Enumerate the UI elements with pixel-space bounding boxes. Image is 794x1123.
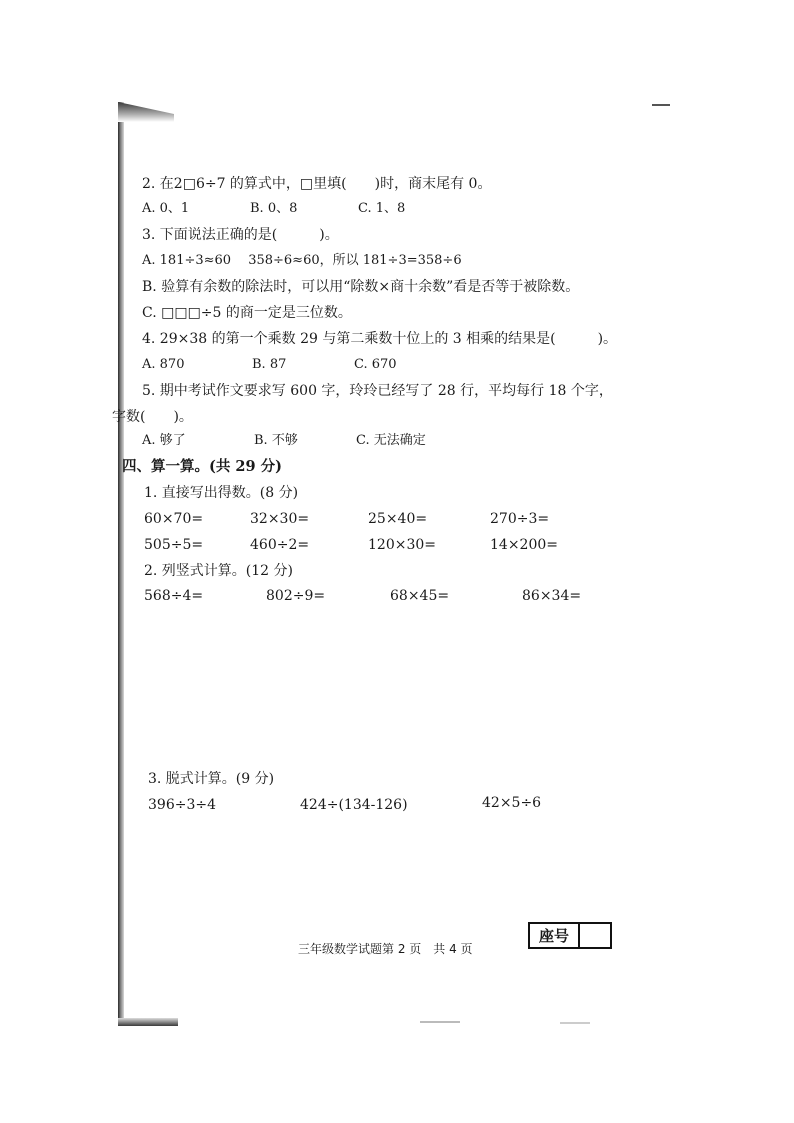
step-calc-item: 424÷(134-126)	[300, 797, 408, 813]
scan-edge-left	[118, 102, 124, 1024]
scan-mark	[560, 1022, 590, 1024]
seat-number-box	[528, 922, 612, 949]
seat-number-blank	[580, 924, 610, 947]
part-1-title: 1. 直接写出得数。(8 分)	[144, 485, 299, 501]
scan-edge-top	[118, 102, 174, 122]
question-3-stem: 3. 下面说法正确的是( )。	[142, 227, 339, 243]
mental-math-item: 505÷5=	[144, 537, 204, 553]
question-2-option-c: C. 1、8	[358, 201, 406, 216]
mental-math-item: 460÷2=	[250, 537, 310, 553]
vertical-calc-item: 568÷4=	[144, 588, 204, 604]
question-4-option-b: B. 87	[252, 357, 287, 372]
page-info: 三年级数学试题第 2 页 共 4 页	[298, 942, 473, 956]
section-4-title: 四、算一算。(共 29 分)	[122, 458, 282, 475]
question-3-option-a: A. 181÷3≈60 358÷6≈60，所以 181÷3=358÷6	[142, 253, 462, 268]
scan-mark	[652, 104, 670, 106]
question-5-option-b: B. 不够	[254, 433, 298, 448]
question-5-stem: 5. 期中考试作文要求写 600 字，玲玲已经写了 28 行，平均每行 18 个字，	[142, 383, 613, 399]
question-4-stem: 4. 29×38 的第一个乘数 29 与第二乘数十位上的 3 相乘的结果是( )。	[142, 331, 618, 347]
step-calc-item: 396÷3÷4	[148, 797, 216, 813]
mental-math-item: 60×70=	[144, 511, 204, 527]
vertical-calc-item: 86×34=	[522, 588, 582, 604]
question-4-option-a: A. 870	[142, 357, 185, 372]
question-3-option-c: C. □□□÷5 的商一定是三位数。	[142, 305, 352, 321]
step-calc-item: 42×5÷6	[482, 795, 542, 811]
question-2-option-b: B. 0、8	[250, 201, 298, 216]
question-5-option-a: A. 够了	[142, 433, 186, 448]
vertical-calc-item: 68×45=	[390, 588, 450, 604]
question-2-option-a: A. 0、1	[142, 201, 190, 216]
scan-mark	[420, 1021, 460, 1023]
part-2-title: 2. 列竖式计算。(12 分)	[144, 563, 293, 579]
question-5-stem-continued: 字数( )。	[112, 409, 193, 425]
mental-math-item: 270÷3=	[490, 511, 550, 527]
question-5-option-c: C. 无法确定	[356, 433, 426, 448]
mental-math-item: 25×40=	[368, 511, 428, 527]
vertical-calc-item: 802÷9=	[266, 588, 326, 604]
mental-math-item: 32×30=	[250, 511, 310, 527]
part-3-title: 3. 脱式计算。(9 分)	[148, 771, 275, 787]
mental-math-item: 120×30=	[368, 537, 436, 553]
question-2-stem: 2. 在2□6÷7 的算式中，□里填( )时，商末尾有 0。	[142, 176, 492, 192]
question-4-option-c: C. 670	[354, 357, 397, 372]
question-3-option-b: B. 验算有余数的除法时，可以用“除数×商十余数”看是否等于被除数。	[142, 279, 580, 295]
seat-number-label: 座号	[530, 924, 580, 947]
scan-edge-bottom	[118, 1018, 178, 1026]
mental-math-item: 14×200=	[490, 537, 558, 553]
